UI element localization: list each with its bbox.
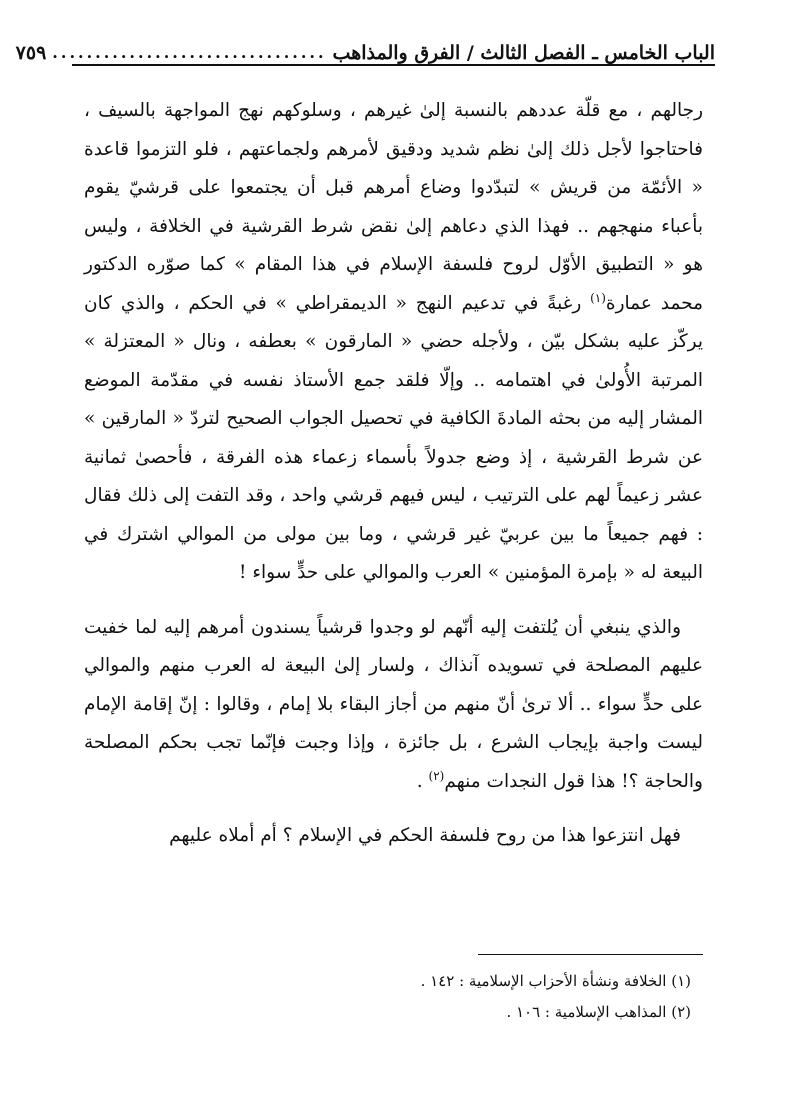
paragraph-2 [84, 609, 703, 802]
header-divider [72, 64, 715, 66]
footnote-divider [478, 954, 703, 955]
paragraph-text: رجالهم ، مع قلّة عددهم بالنسبة إلىٰ غيرهم ، وسلوكهم نهج المواجهة بالسيف ، فاحتاجوا لأجل ذلك إلىٰ نظم شديد ودقيق لأمرهم ولجماعتهم ، فلو التزموا قاعدة « الأئمّة من قريش » لتبدّدوا وضاع أمرهم قبل أن يجتمعوا على قرشيّ يقوم بأعباء منهجهم .. فهذا الذي دعاهم إلىٰ نقض شرط القرشية في الخلافة ، وليس هو « التطبيق الأوّل لروح فلسفة الإسلام في هذا المقام » كما صوّره الدكتور محمد عمارة [84, 100, 703, 314]
paragraph-text: والذي ينبغي أن يُلتفت إليه أنّهم لو وجدوا قرشياً يسندون أمرهم إليه لما خفيت عليهم المصلحة في تسويده آنذاك ، ولسار إلىٰ البيعة له العرب منهم والموالي على حدٍّ سواء .. ألا ترىٰ أنّ منهم من أجاز البقاء بلا إمام ، وقالوا : إنّ إقامة الإمام ليست واجبة بإيجاب الشرع ، بل جائزة ، وإذا وجبت فإنّما تجب بحكم المصلحة والحاجة ؟! هذا قول النجدات منهم [84, 616, 703, 792]
paragraph-text: فهل انتزعوا هذا من روح فلسفة الحكم في الإسلام ؟ أم أملاه عليهم [169, 825, 681, 846]
footnote-ref-2[interactable]: (٢) [428, 768, 445, 783]
footnote-1: (١) الخلافة ونشأة الأحزاب الإسلامية : ١٤٢ . [420, 972, 691, 990]
main-text [84, 92, 703, 856]
page-number: ٧٥٩ [15, 42, 47, 64]
paragraph-3 [84, 817, 703, 856]
paragraph-1 [84, 92, 703, 593]
footnotes [84, 966, 691, 1028]
paragraph-text-continued: رغبةً في تدعيم النهج « الديمقراطي » في الحكم ، والذي كان يركّز عليه بشكل بيّن ، ولأجله حضي « المارقون » بعطفه ، ونال « المعتزلة » المرتبة الأُولىٰ في اهتمامه .. وإلّا فلقد جمع الأستاذ نفسه في مقدّمة الموضع المشار إليه من بحثه المادةَ الكافية في تحصيل الجواب الصحيح لتردّ « المارقين » عن شرط القرشية ، إذ وضع جدولاً بأسماء زعماء هذه الفرقة ، فأحصىٰ ثمانية عشر زعيماً لهم على الترتيب ، ليس فيهم قرشي واحد ، وقد التفت إلى ذلك فقال : فهم جميعاً ما بين عربيّ غير قرشي ، وما بين مولى من الموالي اشترك في البيعة له « بإمرة المؤمنين » العرب والموالي على حدٍّ سواء ! [84, 292, 703, 583]
footnote-2: (٢) المذاهب الإسلامية : ١٠٦ . [506, 1003, 691, 1021]
footnote-ref-1[interactable]: (١) [590, 290, 606, 305]
chapter-title: الباب الخامس ـ الفصل الثالث / الفرق والمذاهب [332, 42, 715, 64]
paragraph-text-continued: . [416, 770, 429, 792]
header-leader-dots: ................................ [52, 43, 327, 62]
running-header [15, 26, 715, 66]
